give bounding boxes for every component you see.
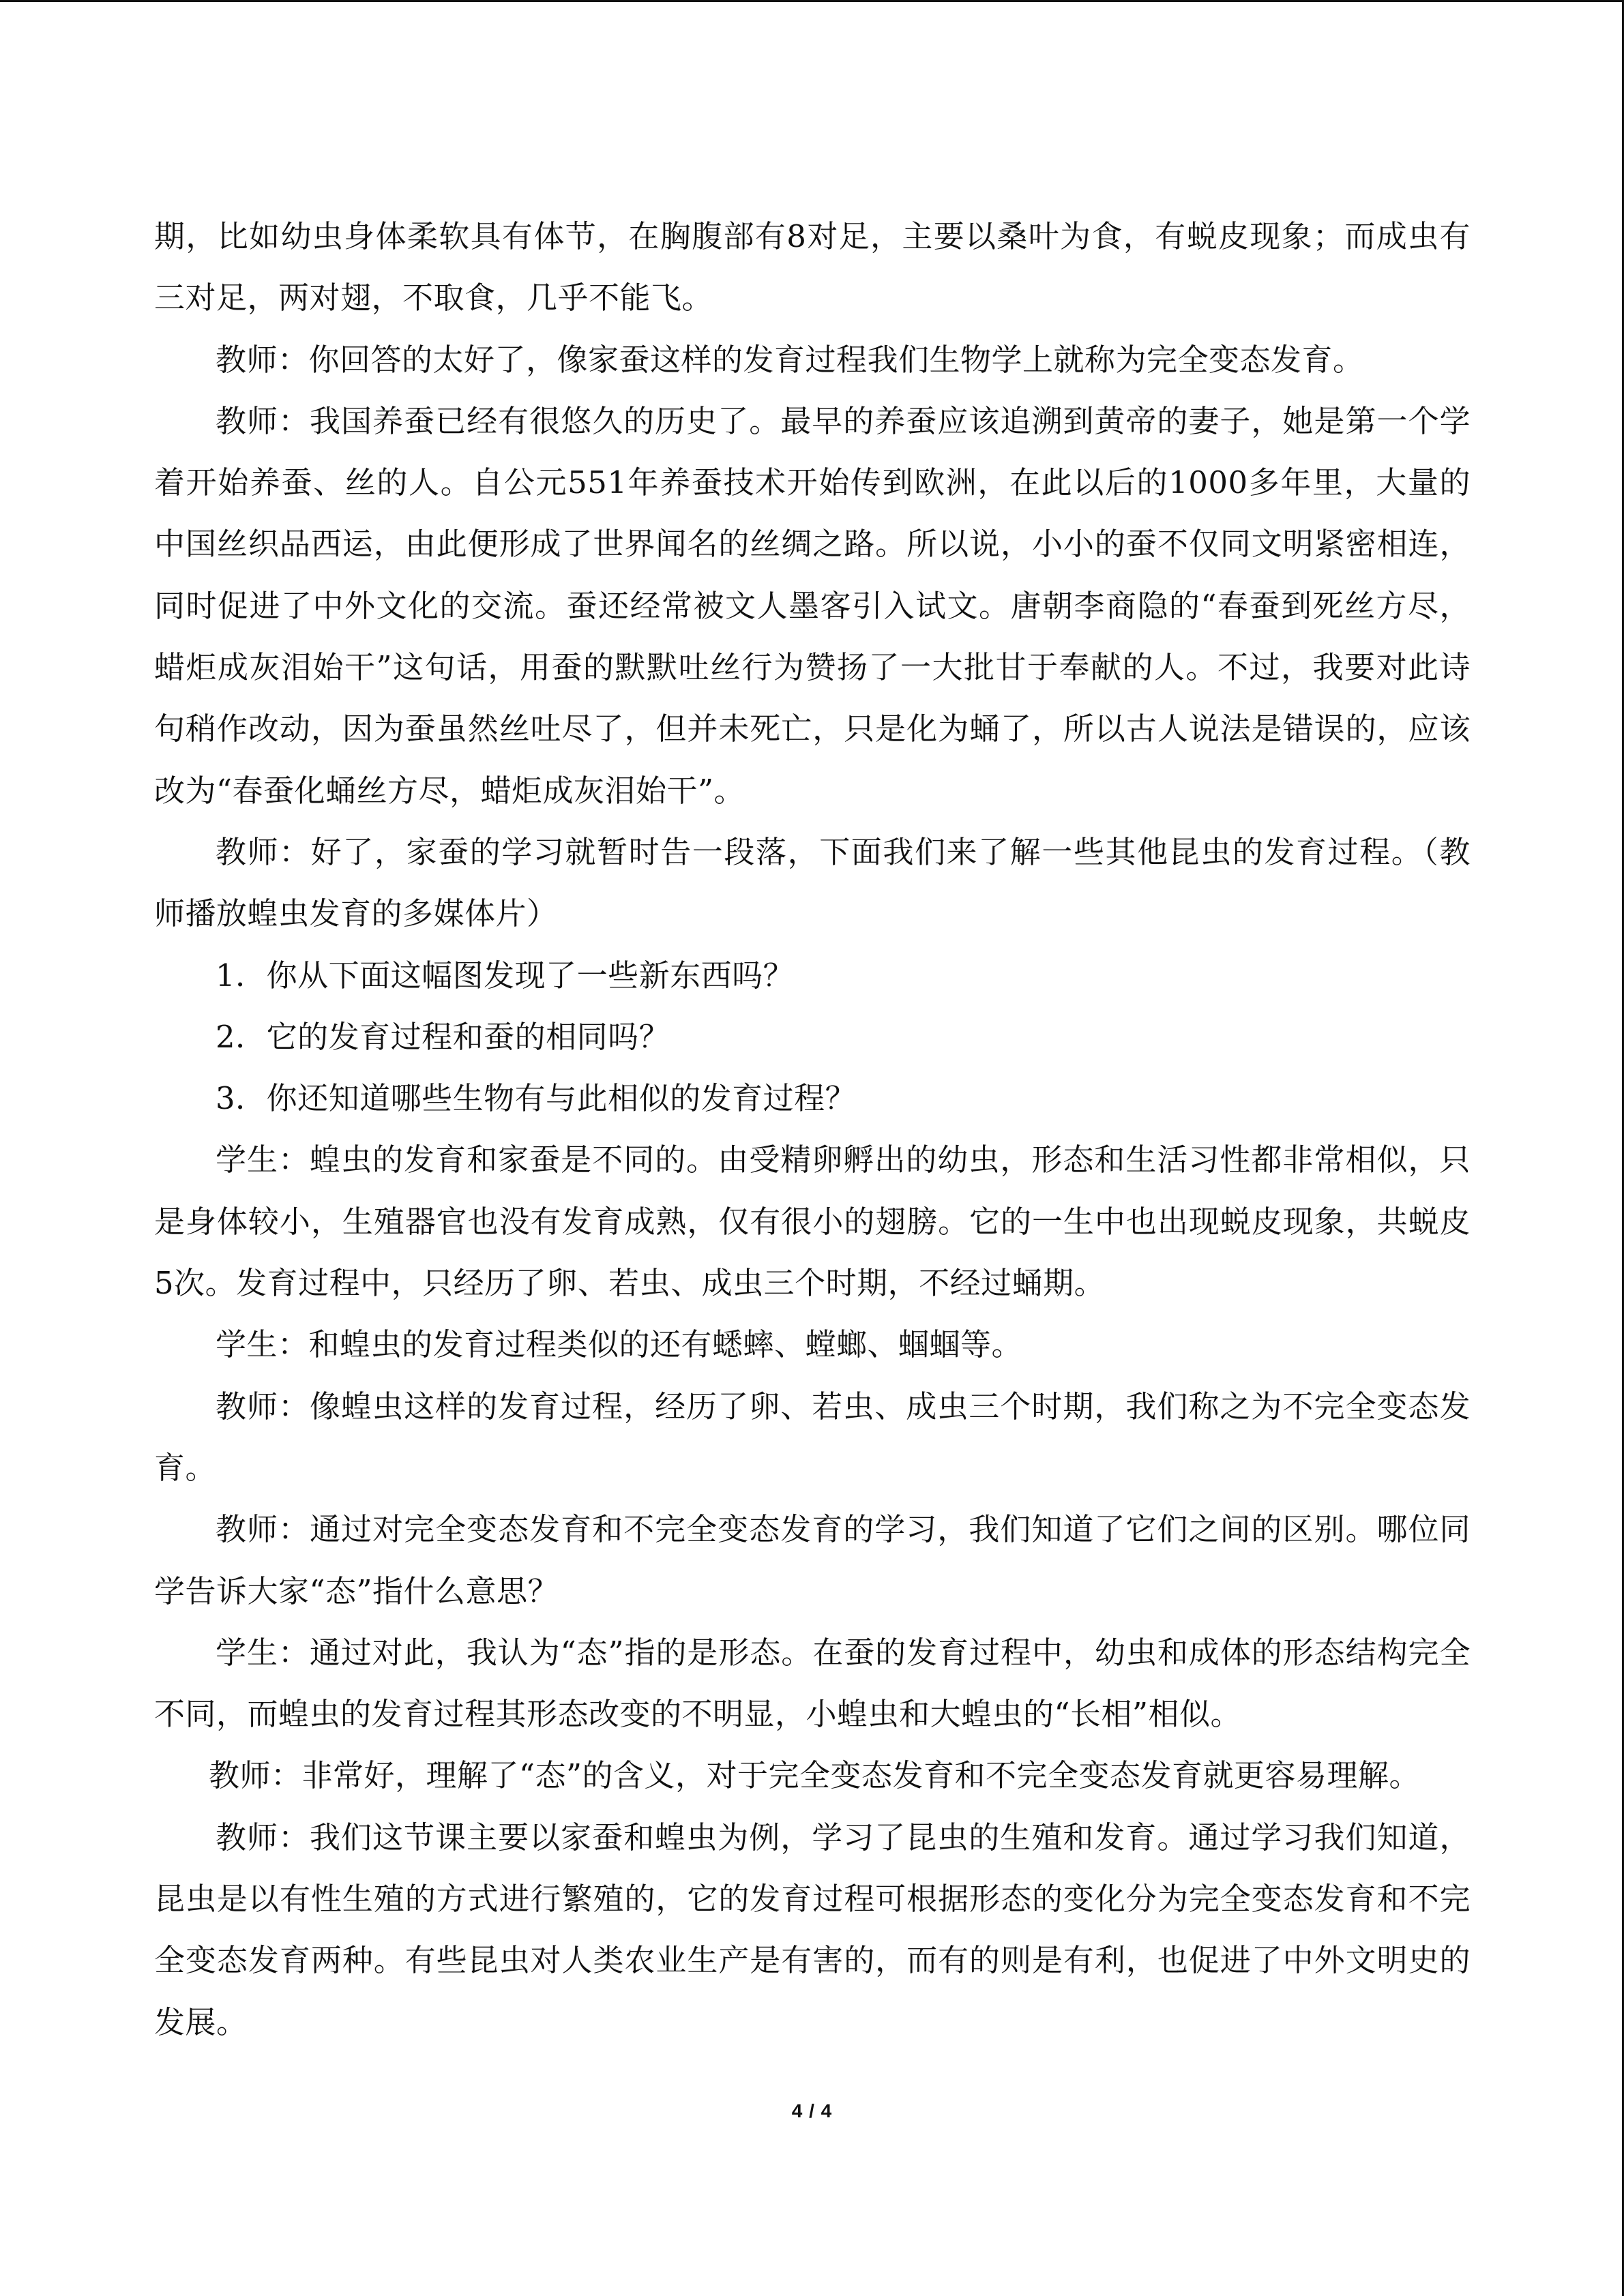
paragraph-student-locust: 学生：蝗虫的发育和家蚕是不同的。由受精卵孵出的幼虫，形态和生活习性都非常相似，只是身体较小，生殖器官也没有发育成熟，仅有很小的翅膀。它的一生中也出现蜕皮现象，共蜕皮5次。发育过程中，只经历了卵、若虫、成虫三个时期，不经过蛹期。 — [154, 1142, 1471, 1302]
paragraph-teacher-silk-history: 教师：我国养蚕已经有很悠久的历史了。最早的养蚕应该追溯到黄帝的妻子，她是第一个学着开始养蚕、丝的人。自公元551年养蚕技术开始传到欧洲，在此以后的1000多年里，大量的中国丝织品西运，由此便形成了世界闻名的丝绸之路。所以说，小小的蚕不仅同文明紧密相连，同时促进了中外文化的交流。蚕还经常被文人墨客引入试文。唐朝李商隐的“春蚕到死丝方尽，蜡炬成灰泪始干”这句话，用蚕的默默吐丝行为赞扬了一大批甘于奉献的人。不过，我要对此诗句稍作改动，因为蚕虽然丝吐尽了，但并未死亡，只是化为蛹了，所以古人说法是错误的，应该改为“春蚕化蛹丝方尽，蜡炬成灰泪始干”。 — [154, 402, 1471, 809]
page-top-border — [0, 0, 1624, 2]
paragraph-teacher-incomplete-metamorphosis: 教师：像蝗虫这样的发育过程，经历了卵、若虫、成虫三个时期，我们称之为不完全变态发育。 — [154, 1388, 1471, 1486]
paragraph-teacher-summary: 教师：我们这节课主要以家蚕和蝗虫为例，学习了昆虫的生殖和发育。通过学习我们知道，昆虫是以有性生殖的方式进行繁殖的，它的发育过程可根据形态的变化分为完全变态发育和不完全变态发育两种。有些昆虫对人类农业生产是有害的，而有的则是有利，也促进了中外文明史的发展。 — [154, 1819, 1471, 2040]
paragraph-student-answer-tai: 学生：通过对此，我认为“态”指的是形态。在蚕的发育过程中，幼虫和成体的形态结构完全不同，而蝗虫的发育过程其形态改变的不明显，小蝗虫和大蝗虫的“长相”相似。 — [154, 1634, 1471, 1733]
paragraph-continuation: 期，比如幼虫身体柔软具有体节，在胸腹部有8对足，主要以桑叶为食，有蜕皮现象；而成虫有三对足，两对翅，不取食，几乎不能飞。 — [154, 218, 1471, 316]
paragraph-teacher-praise: 教师：你回答的太好了，像家蚕这样的发育过程我们生物学上就称为完全变态发育。 — [216, 341, 1364, 378]
paragraph-teacher-question-tai: 教师：通过对完全变态发育和不完全变态发育的学习，我们知道了它们之间的区别。哪位同学告诉大家“态”指什么意思？ — [154, 1511, 1471, 1609]
page-number: 4 / 4 — [791, 2100, 833, 2121]
paragraph-student-similar-insects: 学生：和蝗虫的发育过程类似的还有蟋蟀、螳螂、蝈蝈等。 — [216, 1326, 1023, 1363]
paragraph-teacher-transition: 教师：好了，家蚕的学习就暂时告一段落，下面我们来了解一些其他昆虫的发育过程。（教师播放蝗虫发育的多媒体片） — [154, 833, 1471, 932]
paragraph-teacher-confirm: 教师：非常好，理解了“态”的含义，对于完全变态发育和不完全变态发育就更容易理解。 — [209, 1757, 1421, 1794]
document-body — [154, 206, 1471, 2053]
question-item-3: 3．你还知道哪些生物有与此相似的发育过程？ — [216, 1080, 857, 1117]
question-item-1: 1．你从下面这幅图发现了一些新东西吗？ — [216, 957, 795, 994]
question-item-2: 2．它的发育过程和蚕的相同吗？ — [216, 1018, 670, 1055]
